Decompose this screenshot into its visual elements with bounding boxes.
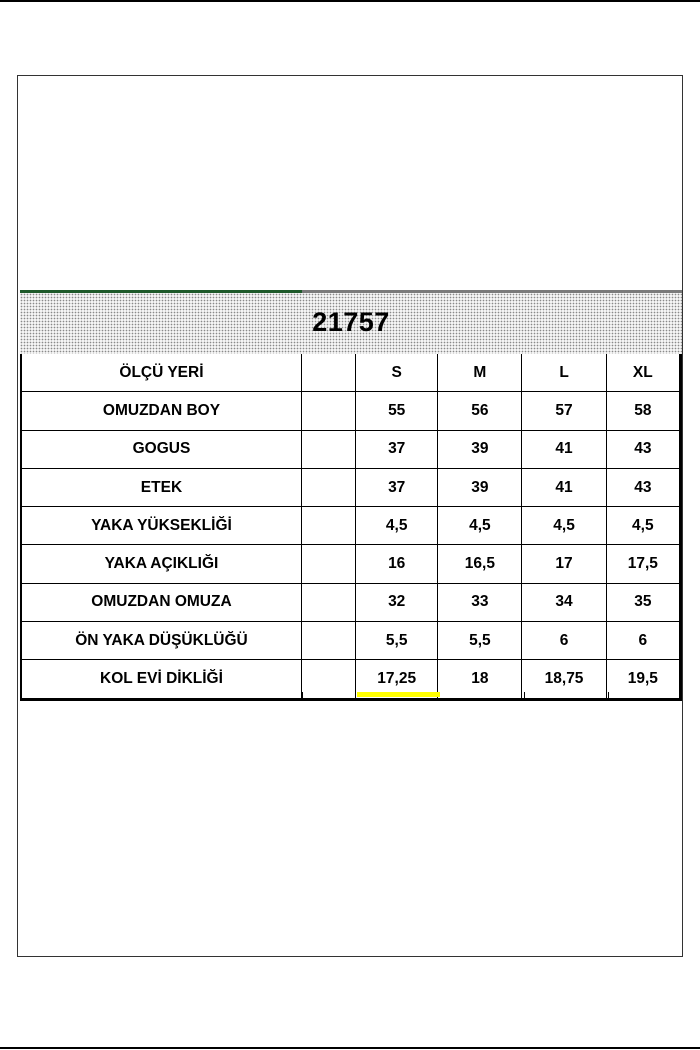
cell-l: 4,5: [522, 507, 606, 545]
cell-s: 16: [356, 545, 438, 583]
row-blank: [301, 468, 355, 506]
header-measure: ÖLÇÜ YERİ: [21, 354, 301, 392]
cell-xl: 17,5: [606, 545, 680, 583]
cell-xl: 58: [606, 392, 680, 430]
grid-stub: [302, 692, 303, 698]
cell-m: 4,5: [438, 507, 522, 545]
cell-m: 5,5: [438, 622, 522, 660]
table-row: [21, 660, 681, 699]
row-label: OMUZDAN OMUZA: [21, 583, 301, 621]
cell-s: 4,5: [356, 507, 438, 545]
row-blank: [301, 392, 355, 430]
grid-stub: [524, 692, 525, 698]
header-size-s: S: [356, 354, 438, 392]
cell-s: 32: [356, 583, 438, 621]
row-blank: [301, 545, 355, 583]
table-row: [21, 507, 681, 545]
cell-l: 41: [522, 430, 606, 468]
cell-m: 56: [438, 392, 522, 430]
table-row: [21, 392, 681, 430]
table-header-row: [21, 354, 681, 392]
table-row: [21, 545, 681, 583]
cell-xl: 6: [606, 622, 680, 660]
cell-l: 34: [522, 583, 606, 621]
row-label: YAKA AÇIKLIĞI: [21, 545, 301, 583]
row-label: KOL EVİ DİKLİĞİ: [21, 660, 301, 699]
cell-s: 37: [356, 430, 438, 468]
row-blank: [301, 507, 355, 545]
cell-m: 39: [438, 468, 522, 506]
cell-xl: 35: [606, 583, 680, 621]
header-size-l: L: [522, 354, 606, 392]
row-blank: [301, 430, 355, 468]
row-label: YAKA YÜKSEKLİĞİ: [21, 507, 301, 545]
cell-l: 18,75: [522, 660, 606, 699]
row-label: ÖN YAKA DÜŞÜKLÜĞÜ: [21, 622, 301, 660]
product-code: 21757: [312, 307, 390, 337]
highlight-mark: [357, 692, 440, 697]
cell-s: 17,25: [356, 660, 438, 699]
title-accent-line: [20, 290, 302, 293]
row-label: GOGUS: [21, 430, 301, 468]
cell-xl: 43: [606, 468, 680, 506]
row-blank: [301, 583, 355, 621]
row-label: ETEK: [21, 468, 301, 506]
header-size-xl: XL: [606, 354, 680, 392]
cell-s: 5,5: [356, 622, 438, 660]
table-row: [21, 468, 681, 506]
header-blank: [301, 354, 355, 392]
cell-l: 57: [522, 392, 606, 430]
cell-l: 6: [522, 622, 606, 660]
header-size-m: M: [438, 354, 522, 392]
table-row: [21, 622, 681, 660]
grid-stub: [608, 692, 609, 698]
table-title-bar: [20, 290, 682, 354]
cell-xl: 4,5: [606, 507, 680, 545]
row-blank: [301, 622, 355, 660]
cell-xl: 43: [606, 430, 680, 468]
bottom-rule: [0, 1047, 700, 1049]
cell-s: 37: [356, 468, 438, 506]
size-table: [20, 354, 682, 701]
cell-xl: 19,5: [606, 660, 680, 699]
row-label: OMUZDAN BOY: [21, 392, 301, 430]
table-row: [21, 583, 681, 621]
row-blank: [301, 660, 355, 699]
top-rule: [0, 0, 700, 2]
cell-l: 17: [522, 545, 606, 583]
table-row: [21, 430, 681, 468]
cell-s: 55: [356, 392, 438, 430]
cell-m: 18: [438, 660, 522, 699]
cell-m: 39: [438, 430, 522, 468]
cell-m: 16,5: [438, 545, 522, 583]
cell-l: 41: [522, 468, 606, 506]
cell-m: 33: [438, 583, 522, 621]
